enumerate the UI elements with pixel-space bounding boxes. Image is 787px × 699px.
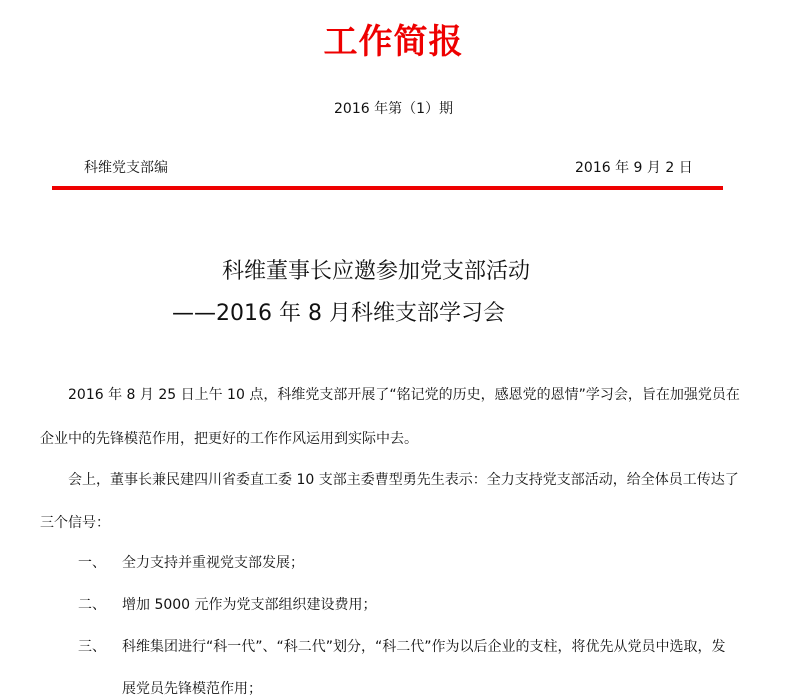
article-title: 科维董事长应邀参加党支部活动	[222, 259, 531, 284]
issue-number: 2016 年第（1）期	[334, 101, 453, 117]
list-item-text-continued: 展党员先锋模范作用；	[122, 681, 262, 697]
article-subtitle: ——2016 年 8 月科维支部学习会	[172, 301, 505, 326]
paragraph-1-line-1: 2016 年 8 月 25 日上午 10 点，科维党支部开展了“铭记党的历史，感恩党的恩情”学习会，旨在加强党员在	[68, 387, 740, 403]
masthead-title: 工作简报	[323, 22, 464, 62]
editor-label: 科维党支部编	[84, 160, 168, 176]
paragraph-1-line-2: 企业中的先锋模范作用，把更好的工作作风运用到实际中去。	[40, 431, 418, 447]
paragraph-2-line-1: 会上，董事长兼民建四川省委直工委 10 支部主委曹型勇先生表示：全力支持党支部活动，给全体员工传达了	[68, 472, 739, 488]
list-item-text: 全力支持并重视党支部发展；	[122, 555, 304, 571]
red-divider	[52, 186, 723, 190]
list-item-number: 二、	[78, 597, 106, 613]
paragraph-2-line-2: 三个信号：	[40, 515, 110, 531]
list-item-text: 增加 5000 元作为党支部组织建设费用；	[122, 597, 377, 613]
list-item-number: 一、	[78, 555, 106, 571]
list-item-number: 三、	[78, 639, 106, 655]
publish-date: 2016 年 9 月 2 日	[575, 160, 693, 176]
list-item-text: 科维集团进行“科一代”、“科二代”划分，“科二代”作为以后企业的支柱，将优先从党员中选取，发	[122, 639, 726, 655]
